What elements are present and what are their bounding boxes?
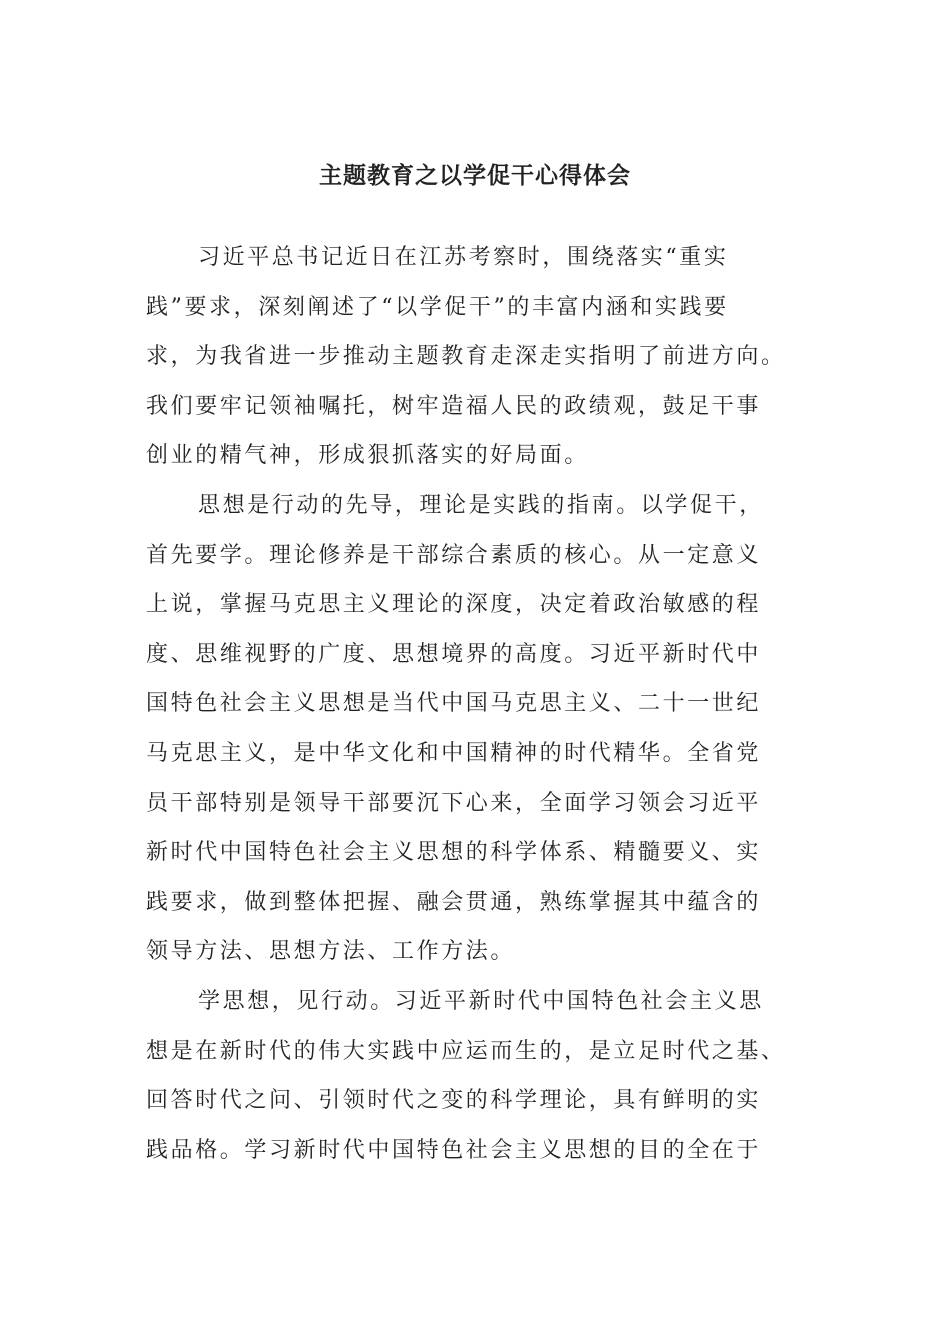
document-title: 主题教育之以学促干心得体会 [319,162,631,189]
document-body [146,233,786,1175]
paragraph-line: 度、思维视野的广度、思想境界的高度。习近平新时代中 [146,641,762,667]
paragraph-line: 新时代中国特色社会主义思想的科学体系、精髓要义、实 [146,840,762,866]
paragraph-2 [146,481,786,977]
paragraph-line: 践”要求，深刻阐述了“以学促干”的丰富内涵和实践要 [146,294,729,320]
paragraph-line: 求，为我省进一步推动主题教育走深走实指明了前进方向。 [146,344,786,370]
paragraph-line: 习近平总书记近日在江苏考察时，围绕落实“重实 [198,245,729,270]
paragraph-line: 我们要牢记领袖嘱托，树牢造福人民的政绩观，鼓足干事 [146,393,762,419]
paragraph-line: 领导方法、思想方法、工作方法。 [146,939,516,965]
paragraph-3 [146,977,786,1175]
paragraph-line: 回答时代之问、引领时代之变的科学理论，具有鲜明的实 [146,1088,762,1114]
paragraph-line: 首先要学。理论修养是干部综合素质的核心。从一定意义 [146,542,762,568]
paragraph-line: 员干部特别是领导干部要沉下心来，全面学习领会习近平 [146,790,762,816]
paragraph-line: 思想是行动的先导，理论是实践的指南。以学促干， [198,492,764,518]
paragraph-line: 践要求，做到整体把握、融会贯通，熟练掌握其中蕴含的 [146,889,762,915]
paragraph-line: 上说，掌握马克思主义理论的深度，决定着政治敏感的程 [146,592,762,618]
paragraph-line: 国特色社会主义思想是当代中国马克思主义、二十一世纪 [146,691,762,717]
paragraph-line: 创业的精气神，形成狠抓落实的好局面。 [146,443,589,469]
paragraph-1 [146,233,786,481]
paragraph-line: 践品格。学习新时代中国特色社会主义思想的目的全在于 [146,1137,762,1163]
paragraph-line: 学思想，见行动。习近平新时代中国特色社会主义思 [198,988,764,1014]
paragraph-line: 想是在新时代的伟大实践中应运而生的，是立足时代之基、 [146,1038,786,1064]
paragraph-line: 马克思主义，是中华文化和中国精神的时代精华。全省党 [146,740,762,766]
